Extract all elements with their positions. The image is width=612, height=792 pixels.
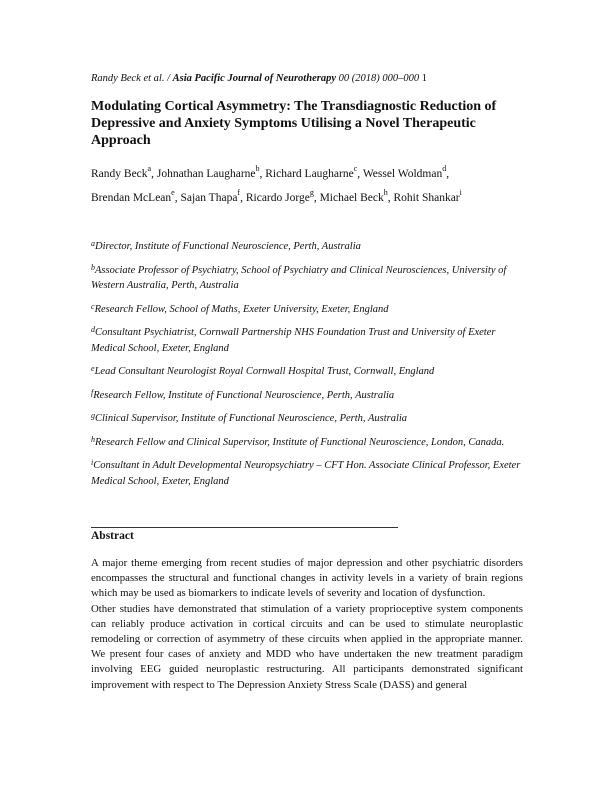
author-separator: ,: [446, 168, 450, 180]
affiliation-marker: d: [91, 325, 95, 334]
abstract-paragraph-2: Other studies have demonstrated that stimulation of a variety proprioceptive system components can reliably produce activation in cortical circuits and can be used to stimulate neuroplastic remodeling or correction of asymmetry of these circuits when applied in the appropriate manner. We present four cases of anxiety and MDD who have undertaken the new treatment paradigm involving EEG guided neuroplastic restructuring. All participants demonstrated significant improvement with respect to The Depression Anxiety Stress Scale (DASS) and general: [91, 602, 523, 691]
affiliation-b: [91, 260, 521, 294]
abstract-paragraph-1: A major theme emerging from recent studies of major depression and other psychiatric disorders encompasses the structural and functional changes in activity levels in a variety of brain regions which may be used as biomarkers to indicate levels of severity and location of dysfunction.: [91, 557, 523, 600]
affiliations-list: [91, 236, 521, 494]
affiliation-text: Clinical Supervisor, Institute of Functional Neuroscience, Perth, Australia: [95, 413, 408, 424]
affiliation-marker: g: [91, 411, 95, 420]
affiliation-marker: i: [91, 458, 94, 467]
author-name: Randy Beck: [91, 168, 148, 180]
author-separator: ,: [151, 168, 157, 180]
affiliation-text: Director, Institute of Functional Neuroscience, Perth, Australia: [95, 241, 361, 252]
author-list-line-2: [91, 188, 531, 204]
page-number: 1: [421, 73, 427, 84]
affiliation-text: Consultant in Adult Developmental Neuropsychiatry – CFT Hon. Associate Clinical Professor, Exeter Medical School, Exeter, England: [91, 460, 521, 487]
author-affiliation-marker: c: [353, 164, 358, 173]
affiliation-a: [91, 236, 521, 255]
author-affiliation-marker: g: [309, 188, 314, 197]
running-head-journal: Asia Pacific Journal of Neurotherapy: [172, 73, 336, 84]
affiliation-c: [91, 299, 521, 318]
running-head-separator: /: [167, 73, 171, 84]
author-name: Johnathan Laugharne: [156, 168, 256, 180]
author-affiliation-marker: f: [237, 188, 241, 197]
affiliation-text: Research Fellow, Institute of Functional Neuroscience, Perth, Australia: [93, 389, 395, 401]
affiliation-h: [91, 432, 521, 451]
author-name: Richard Laugharne: [265, 168, 354, 180]
author-separator: ,: [313, 192, 320, 204]
affiliation-marker: a: [91, 239, 95, 248]
affiliation-g: [91, 408, 521, 427]
affiliation-i: [91, 455, 521, 489]
author-name: Michael Beck: [319, 192, 384, 204]
author-affiliation-marker: h: [383, 188, 388, 197]
author-name: Wessel Woldman: [362, 168, 443, 180]
author-affiliation-marker: i: [459, 188, 462, 197]
affiliation-marker: f: [91, 387, 94, 397]
author-separator: ,: [387, 192, 394, 204]
author-separator: ,: [240, 192, 246, 204]
affiliation-marker: e: [91, 364, 95, 373]
affiliation-marker: b: [91, 262, 95, 272]
author-separator: ,: [357, 168, 363, 180]
abstract-body: [91, 556, 523, 693]
affiliation-text: Research Fellow, School of Maths, Exeter University, Exeter, England: [94, 303, 389, 315]
abstract-heading: Abstract: [91, 530, 134, 542]
affiliation-d: [91, 322, 521, 356]
author-affiliation-marker: a: [147, 164, 152, 173]
running-head: [91, 73, 427, 84]
author-name: Sajan Thapa: [180, 192, 238, 204]
running-head-authors: Randy Beck et al.: [91, 73, 165, 84]
author-name: Brendan McLean: [91, 192, 172, 204]
author-separator: ,: [259, 168, 266, 180]
affiliation-marker: h: [91, 434, 95, 444]
affiliation-text: Research Fellow and Clinical Supervisor, Institute of Functional Neuroscience, London, Canada.: [95, 436, 505, 448]
author-affiliation-marker: b: [255, 164, 260, 173]
affiliation-marker: c: [91, 301, 95, 311]
author-affiliation-marker: e: [171, 188, 175, 197]
affiliation-text: Consultant Psychiatrist, Cornwall Partnership NHS Foundation Trust and University of Exeter Medical School, Exeter, England: [91, 327, 496, 354]
paper-title: Modulating Cortical Asymmetry: The Transdiagnostic Reduction of Depressive and Anxiety Symptoms Utilising a Novel Therapeutic Approach: [91, 99, 497, 148]
affiliation-text: Associate Professor of Psychiatry, School of Psychiatry and Clinical Neurosciences, University of Western Australia, Perth, Australia: [91, 264, 507, 291]
affiliation-e: [91, 361, 521, 380]
affiliation-text: Lead Consultant Neurologist Royal Cornwall Hospital Trust, Cornwall, England: [94, 366, 435, 377]
author-name: Rohit Shankar: [393, 192, 460, 204]
running-head-citation: 00 (2018) 000–000: [338, 73, 420, 84]
author-list-line-1: [91, 164, 531, 180]
section-divider: [91, 527, 398, 528]
affiliation-f: [91, 385, 521, 404]
author-name: Ricardo Jorge: [245, 192, 310, 204]
author-separator: ,: [174, 192, 181, 204]
author-affiliation-marker: d: [442, 164, 447, 173]
